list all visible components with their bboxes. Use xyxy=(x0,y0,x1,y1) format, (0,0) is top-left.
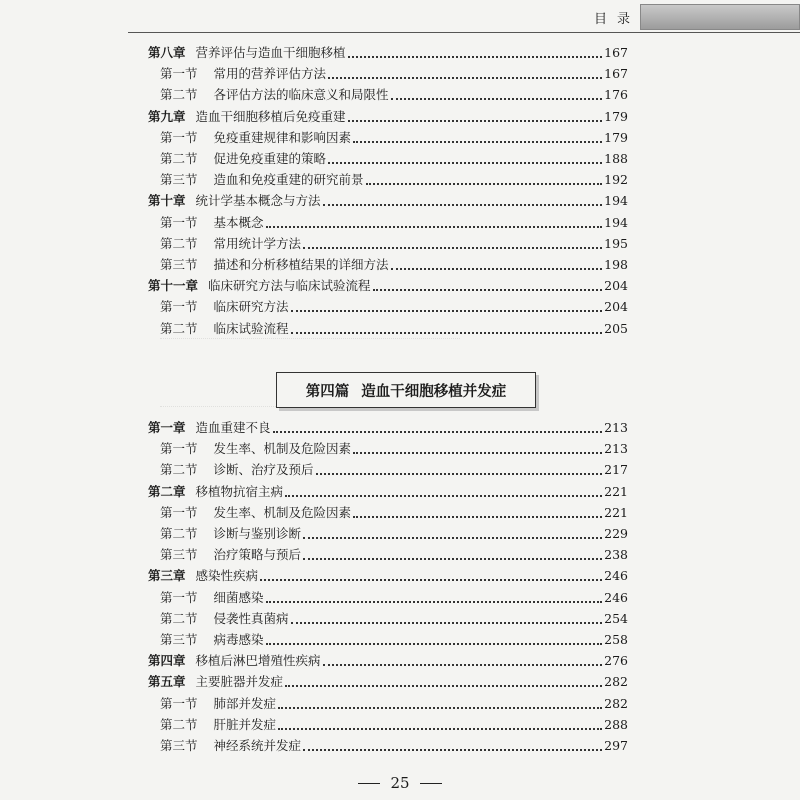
page-number: 25 xyxy=(390,774,410,792)
toc-entry-number: 第二节 xyxy=(160,462,198,478)
toc-leader-dots xyxy=(328,162,602,164)
toc-chapter-entry[interactable] xyxy=(148,669,628,691)
toc-page-number: 195 xyxy=(604,235,628,251)
toc-page-number: 297 xyxy=(604,738,628,753)
toc-page-number: 179 xyxy=(604,108,628,124)
toc-page-number: 204 xyxy=(604,278,628,294)
toc-page-number: 229 xyxy=(604,526,628,541)
toc-page-number: 192 xyxy=(604,172,628,188)
toc-chapter-entry[interactable] xyxy=(148,415,628,437)
toc-section-entry[interactable] xyxy=(160,585,628,607)
toc-entry-title: 治疗策略与预后 xyxy=(213,547,302,563)
toc-leader-dots xyxy=(278,707,602,709)
toc-section-entry[interactable] xyxy=(160,606,628,628)
toc-leader-dots xyxy=(266,226,603,228)
toc-page-number: 254 xyxy=(604,610,628,626)
toc-entry-title: 造血干细胞移植后免疫重建 xyxy=(195,108,346,124)
toc-section-entry[interactable] xyxy=(160,627,628,649)
toc-leader-dots xyxy=(366,183,603,185)
toc-entry-number: 第一节 xyxy=(160,66,198,82)
toc-leader-dots xyxy=(353,141,602,143)
toc-entry-number: 第二节 xyxy=(160,235,198,251)
toc-page-number: 221 xyxy=(604,504,628,520)
toc-entry-number: 第一节 xyxy=(160,129,198,145)
toc-entry-number: 第三节 xyxy=(160,547,198,563)
toc-entry-title: 移植后淋巴增殖性疾病 xyxy=(195,653,321,669)
toc-entry-number: 第三节 xyxy=(160,738,198,753)
toc-entry-title: 肺部并发症 xyxy=(213,695,277,711)
running-header-title: 目录 xyxy=(593,12,640,27)
toc-section-entry[interactable] xyxy=(160,542,628,564)
toc-entry-title: 诊断与鉴别诊断 xyxy=(213,526,302,541)
toc-entry-title: 免疫重建规律和影响因素 xyxy=(213,129,352,145)
toc-page-number: 217 xyxy=(604,462,628,478)
toc-page-number: 258 xyxy=(604,632,628,647)
toc-page-number: 282 xyxy=(604,674,628,690)
toc-leader-dots xyxy=(373,289,603,291)
toc-entry-title: 各评估方法的临床意义和局限性 xyxy=(213,87,389,103)
toc-leader-dots xyxy=(391,268,603,270)
toc-entry-title: 感染性疾病 xyxy=(195,568,259,584)
toc-leader-dots xyxy=(291,310,603,312)
toc-entry-title: 促进免疫重建的策略 xyxy=(213,151,327,166)
toc-entry-number: 第一节 xyxy=(160,504,198,520)
toc-leader-dots xyxy=(328,77,602,79)
toc-chapter-entry[interactable] xyxy=(148,479,628,501)
toc-leader-dots xyxy=(353,452,602,454)
toc-section-entry[interactable] xyxy=(160,436,628,458)
toc-entry-number: 第二节 xyxy=(160,716,198,732)
toc-entry-number: 第二节 xyxy=(160,87,198,103)
toc-leader-dots xyxy=(323,664,603,666)
toc-section-entry[interactable] xyxy=(160,294,628,316)
toc-leader-dots xyxy=(273,431,603,433)
toc-chapter-entry[interactable] xyxy=(148,648,628,670)
toc-page-number: 276 xyxy=(604,653,628,669)
toc-page-number: 213 xyxy=(604,441,628,457)
toc-entry-title: 描述和分析移植结果的详细方法 xyxy=(213,257,389,272)
toc-section-entry[interactable] xyxy=(160,252,628,274)
toc-leader-dots xyxy=(266,601,603,603)
toc-leader-dots xyxy=(303,537,602,539)
toc-entry-number: 第二节 xyxy=(160,320,198,336)
toc-entry-number: 第三章 xyxy=(148,568,186,584)
toc-leader-dots xyxy=(391,98,603,100)
toc-entry-title: 临床试验流程 xyxy=(213,320,289,336)
toc-entry-number: 第一章 xyxy=(148,420,186,435)
toc-entry-title: 病毒感染 xyxy=(213,632,264,647)
toc-section-entry[interactable] xyxy=(160,231,628,253)
toc-entry-number: 第一节 xyxy=(160,299,198,315)
toc-entry-title: 移植物抗宿主病 xyxy=(195,483,284,499)
toc-section-entry[interactable] xyxy=(160,61,628,83)
toc-page-number: 167 xyxy=(604,45,628,60)
toc-entry-title: 发生率、机制及危险因素 xyxy=(213,504,352,520)
toc-entry-title: 肝脏并发症 xyxy=(213,716,277,732)
toc-leader-dots xyxy=(291,622,603,624)
toc-entry-number: 第一节 xyxy=(160,441,198,457)
toc-page-number: 282 xyxy=(604,695,628,711)
toc-entry-title: 主要脏器并发症 xyxy=(195,674,284,690)
toc-leader-dots xyxy=(285,685,602,687)
toc-entry-number: 第五章 xyxy=(148,674,186,690)
toc-page-number: 179 xyxy=(604,129,628,145)
toc-entry-title: 常用统计学方法 xyxy=(213,235,302,251)
toc-leader-dots xyxy=(291,332,603,334)
toc-entry-title: 常用的营养评估方法 xyxy=(213,66,327,82)
toc-page-number: 204 xyxy=(604,299,628,315)
toc-chapter-entry[interactable] xyxy=(148,563,628,585)
toc-entry-number: 第一节 xyxy=(160,589,198,605)
toc-page-number: 288 xyxy=(604,716,628,732)
toc-leader-dots xyxy=(278,728,602,730)
toc-entry-number: 第二节 xyxy=(160,526,198,541)
toc-entry-title: 营养评估与造血干细胞移植 xyxy=(195,45,346,60)
toc-leader-dots xyxy=(303,749,602,751)
toc-section-entry[interactable] xyxy=(160,167,628,189)
toc-section-entry[interactable] xyxy=(160,210,628,232)
part-title: 造血干细胞移植并发症 xyxy=(361,383,507,400)
toc-leader-dots xyxy=(266,643,603,645)
toc-entry-number: 第十章 xyxy=(148,193,186,209)
toc-entry-title: 基本概念 xyxy=(213,214,264,230)
toc-entry-title: 造血重建不良 xyxy=(195,420,271,435)
toc-entry-title: 统计学基本概念与方法 xyxy=(195,193,321,209)
toc-section-entry[interactable] xyxy=(160,521,628,543)
toc-entry-number: 第二节 xyxy=(160,610,198,626)
toc-entry-title: 临床研究方法与临床试验流程 xyxy=(208,278,371,294)
toc-leader-dots xyxy=(285,495,602,497)
toc-entry-number: 第三节 xyxy=(160,172,198,188)
toc-leader-dots xyxy=(348,56,603,58)
toc-entry-number: 第三节 xyxy=(160,257,198,272)
toc-page-number: 188 xyxy=(604,151,628,166)
toc-entry-number: 第四章 xyxy=(148,653,186,669)
toc-entry-title: 细菌感染 xyxy=(213,589,264,605)
toc-chapter-entry[interactable] xyxy=(148,188,628,210)
toc-section-entry[interactable] xyxy=(160,146,628,168)
footer-dash-left xyxy=(358,783,380,784)
toc-leader-dots xyxy=(353,516,602,518)
toc-entry-number: 第十一章 xyxy=(148,278,199,294)
toc-section-entry[interactable] xyxy=(160,712,628,734)
toc-page-number: 221 xyxy=(604,483,628,499)
toc-page-number: 246 xyxy=(604,568,628,584)
toc-entry-title: 发生率、机制及危险因素 xyxy=(213,441,352,457)
toc-section-entry[interactable] xyxy=(160,691,628,713)
toc-leader-dots xyxy=(323,204,603,206)
part-heading xyxy=(276,372,536,408)
toc-chapter-entry[interactable] xyxy=(148,104,628,126)
toc-page-number: 205 xyxy=(604,320,628,336)
toc-entry-number: 第九章 xyxy=(148,108,186,124)
toc-entry-number: 第一节 xyxy=(160,695,198,711)
toc-entry-title: 诊断、治疗及预后 xyxy=(213,462,314,478)
toc-page-number: 176 xyxy=(604,87,628,103)
toc-page-number: 238 xyxy=(604,547,628,563)
toc-page-number: 194 xyxy=(604,214,628,230)
toc-entry-number: 第二章 xyxy=(148,483,186,499)
footer-dash-right xyxy=(420,783,442,784)
toc-entry-number: 第一节 xyxy=(160,214,198,230)
part-label: 第四篇 xyxy=(305,383,350,400)
toc-entry-title: 临床研究方法 xyxy=(213,299,289,315)
toc-page-number: 194 xyxy=(604,193,628,209)
toc-page-number: 246 xyxy=(604,589,628,605)
toc-section-entry[interactable] xyxy=(160,316,628,338)
toc-entry-title: 造血和免疫重建的研究前景 xyxy=(213,172,364,188)
toc-page-number: 167 xyxy=(604,66,628,82)
toc-entry-number: 第八章 xyxy=(148,45,186,60)
toc-entry-title: 神经系统并发症 xyxy=(213,738,302,753)
toc-section-entry[interactable] xyxy=(160,457,628,479)
toc-entry-number: 第二节 xyxy=(160,151,198,166)
toc-entry-title: 侵袭性真菌病 xyxy=(213,610,289,626)
toc-section-entry[interactable] xyxy=(160,125,628,147)
page-footer xyxy=(340,772,460,794)
toc-section-entry[interactable] xyxy=(160,82,628,104)
toc-section-entry[interactable] xyxy=(160,733,628,755)
toc-leader-dots xyxy=(348,120,603,122)
toc-page-number: 213 xyxy=(604,420,628,435)
toc-section-entry[interactable] xyxy=(160,500,628,522)
toc-leader-dots xyxy=(303,558,602,560)
toc-leader-dots xyxy=(316,473,603,475)
toc-entry-number: 第三节 xyxy=(160,632,198,647)
toc-page-number: 198 xyxy=(604,257,628,272)
toc-chapter-entry[interactable] xyxy=(148,273,628,295)
toc-leader-dots xyxy=(303,247,602,249)
toc-chapter-entry[interactable] xyxy=(148,40,628,62)
toc-leader-dots xyxy=(260,579,602,581)
